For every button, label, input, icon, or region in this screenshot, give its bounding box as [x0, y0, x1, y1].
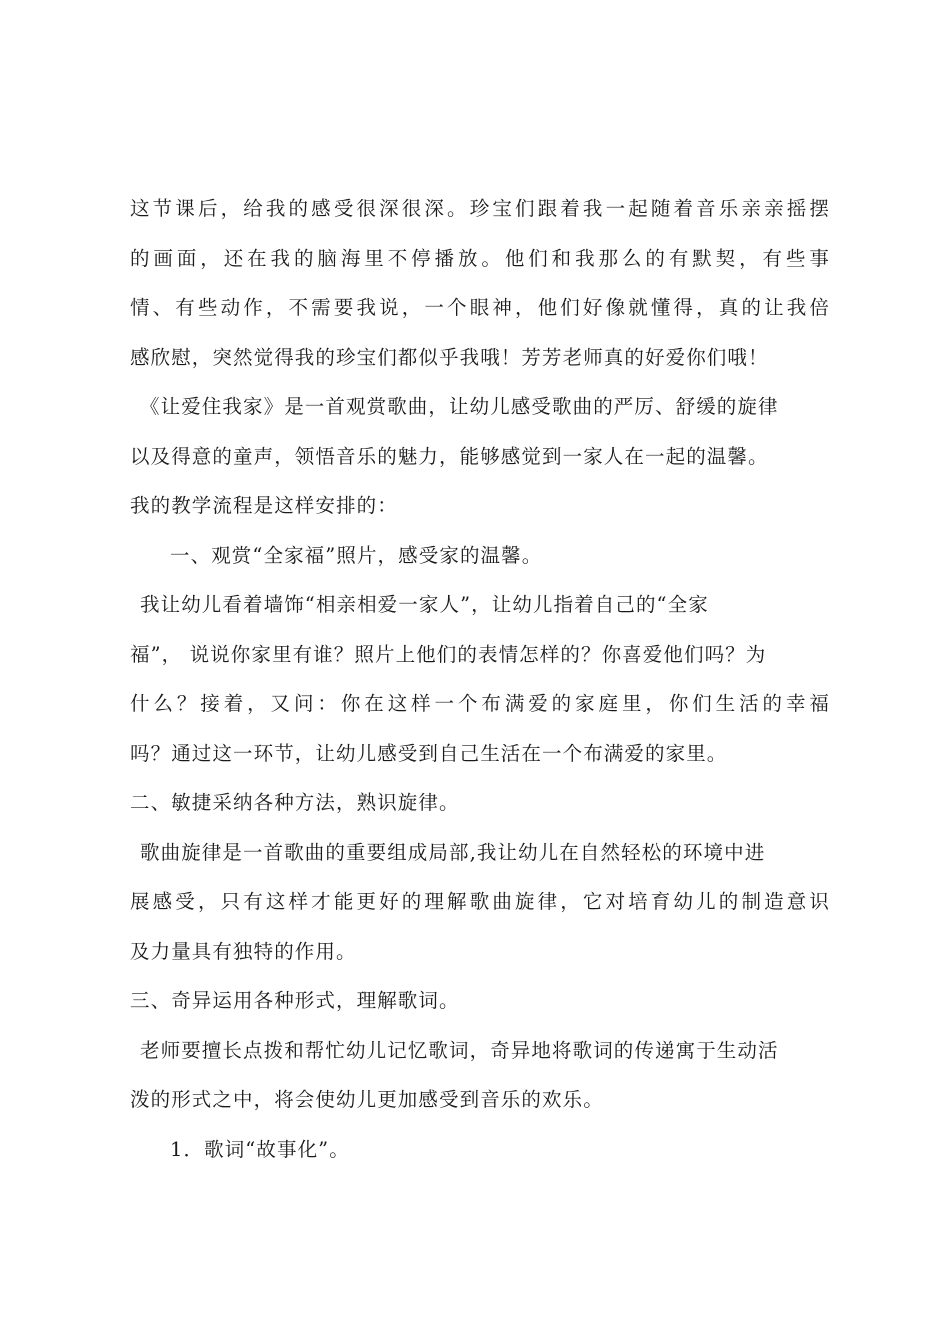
text-line: 泼的形式之中，将会使幼儿更加感受到音乐的欢乐。 [130, 1088, 604, 1111]
text-line: 《让爱住我家》是一首观赏歌曲，让幼儿感受歌曲的严厉、舒缓的旋律 [140, 395, 779, 418]
text-line: 感欣慰，突然觉得我的珍宝们都似乎我哦！芳芳老师真的好爱你们哦！ [130, 345, 769, 369]
document-body [130, 184, 830, 1174]
text-line: 以及得意的童声，领悟音乐的魅力，能够感觉到一家人在一起的温馨。 [130, 444, 769, 468]
section-heading: 二、敏捷采纳各种方法，熟识旋律。 [130, 791, 460, 814]
text-line: 我让幼儿看着墙饰“相亲相爱一家人”，让幼儿指着自己的“全家 [140, 593, 709, 616]
text-line: 的画面，还在我的脑海里不停播放。他们和我那么的有默契，有些事 [130, 246, 830, 270]
text-line: 吗？通过这一环节，让幼儿感受到自己生活在一个布满爱的家里。 [130, 741, 728, 765]
text-line: 展感受，只有这样才能更好的理解歌曲旋律，它对培育幼儿的制造意识 [130, 890, 830, 913]
text-line: 我的教学流程是这样安排的： [130, 494, 398, 517]
text-line: 歌曲旋律是一首歌曲的重要组成局部,我让幼儿在自然轻松的环境中进 [140, 840, 766, 864]
text-line: 情、有些动作，不需要我说，一个眼神，他们好像就懂得，真的让我倍 [130, 296, 830, 319]
text-line: 及力量具有独特的作用。 [130, 939, 357, 963]
section-heading: 一、观赏“全家福”照片，感受家的温馨。 [170, 543, 543, 567]
list-item: 1．歌词“故事化”。 [170, 1137, 350, 1161]
section-heading: 三、奇异运用各种形式，理解歌词。 [130, 989, 460, 1012]
text-line: 老师要擅长点拨和帮忙幼儿记忆歌词，奇异地将歌词的传递寓于生动活 [140, 1038, 779, 1062]
text-line: 福”， 说说你家里有谁？照片上他们的表情怎样的？你喜爱他们吗？为 [130, 642, 767, 666]
text-line: 这节课后，给我的感受很深很深。珍宝们跟着我一起随着音乐亲亲摇摆 [130, 197, 830, 220]
text-line: 什么？接着，又问：你在这样一个布满爱的家庭里，你们生活的幸福 [130, 692, 830, 715]
